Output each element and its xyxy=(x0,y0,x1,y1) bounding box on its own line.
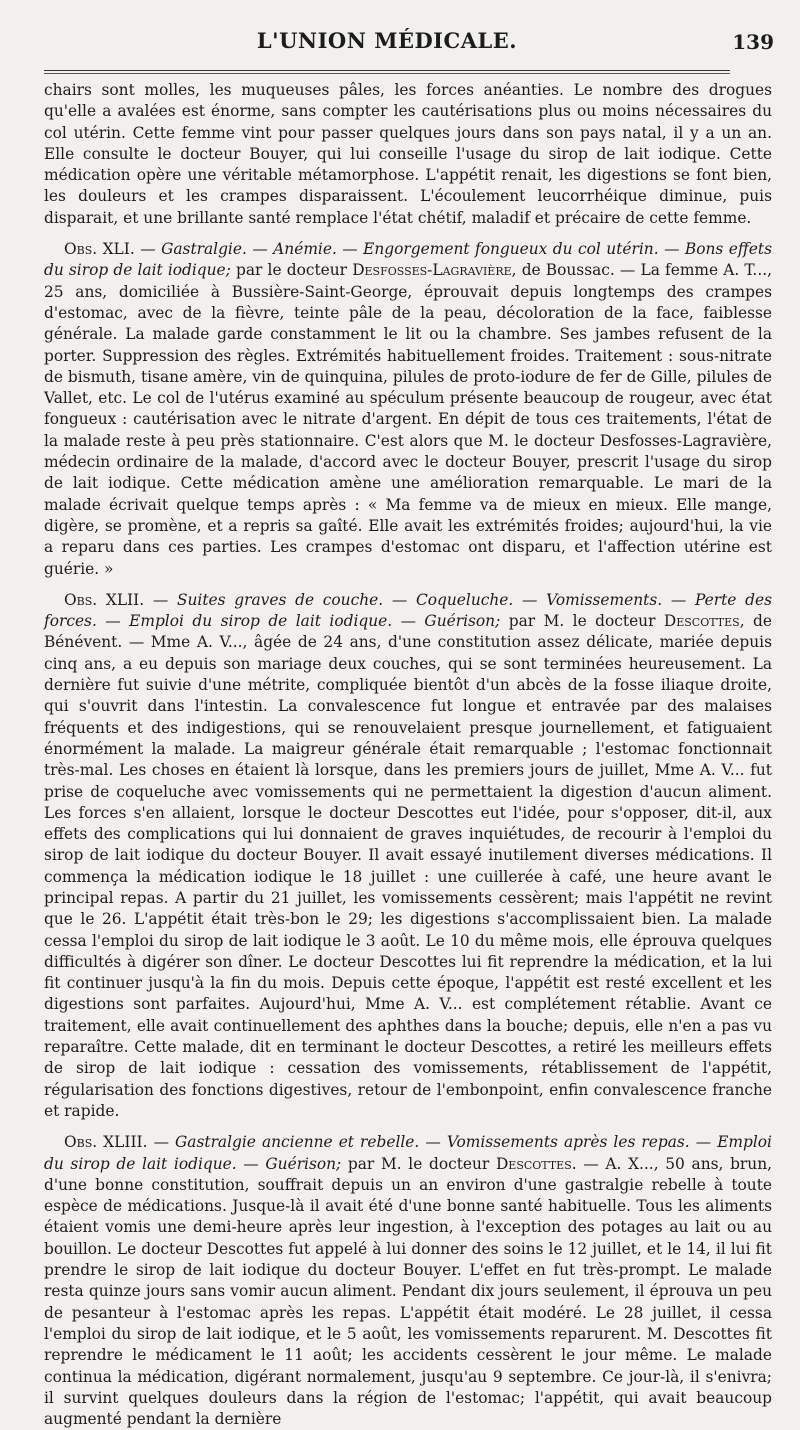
observation-author: Descottes xyxy=(663,612,740,631)
article-body xyxy=(44,80,772,1430)
observation-title: — Suites graves de couche. — Coqueluche. — Vomissements. — Perte des forces. — Emploi du sirop de lait iodique. — Guérison; xyxy=(44,590,772,631)
observation-41 xyxy=(44,239,772,580)
observation-43 xyxy=(44,1132,772,1430)
observation-label: Obs. XLII. xyxy=(64,590,145,609)
observation-text: , de Bénévent. — Mme A. V..., âgée de 24 ans, d'une constitution assez délicate, mariée depuis cinq ans, a eu depuis son mariage deux couches, qui se sont terminées heureusement. La dernière fut suivie d'une métrite, compliquée bientôt d'un abcès de la fosse iliaque droite, qui s'ouvrit dans l'intestin. La convalescence fut longue et entravée par des malaises fréquents et des indigestions, qui se renouvelaient presque journellement, et fatiguaient énormément la malade. La maigreur générale était remarquable ; l'estomac fonctionnait très-mal. Les choses en étaient là lorsque, dans les premiers jours de juillet, Mme A. V... fut prise de coqueluche avec vomissements qui ne permettaient la digestion d'aucun aliment. Les forces s'en allaient, lorsque le docteur Descottes eut l'idée, pour s'opposer, dit-il, aux effets des complications qui lui donnaient de graves inquiétudes, de recourir à l'emploi du sirop de lait iodique du docteur Bouyer. Il avait essayé inutilement diverses médications. Il commença la médication iodique le 18 juillet : une cuillerée à café, une heure avant le principal repas. A partir du 21 juillet, les vomissements cessèrent; mais l'appétit ne revint que le 26. L'appétit était très-bon le 29; les digestions s'accomplissaient bien. La malade cessa l'emploi du sirop de lait iodique le 3 août. Le 10 du même mois, elle éprouva quelques difficultés à digérer son dîner. Le docteur Descottes lui fit reprendre la médication, et la lui fit continuer jusqu'à la fin du mois. Depuis cette époque, l'appétit est resté excellent et les digestions sont parfaites. Aujourd'hui, Mme A. V... est complétement rétablie. Avant ce traitement, elle avait continuellement des aphthes dans la bouche; depuis, elle n'en a pas vu reparaître. Cette malade, dit en terminant le docteur Descottes, a retiré les meilleurs effets de sirop de lait iodique : cessation des vomissements, rétablissement de l'appétit, régularisation des fonctions digestives, retour de l'embonpoint, enfin convalescence franche et rapide. xyxy=(44,612,773,1120)
observation-label: Obs. XLIII. xyxy=(64,1133,148,1152)
observation-text: . — A. X..., 50 ans, brun, d'une bonne constitution, souffrait depuis un an environ d'une gastralgie rebelle à toute espèce de médications. Jusque-là il avait été d'une bonne santé habituelle. Tous les aliments étaient vomis une demi-heure après leur ingestion, à l'exception des potages au lait ou au bouillon. Le docteur Descottes fut appelé à lui donner des soins le 12 juillet, et le 14, il lui fit prendre le sirop de lait iodique du docteur Bouyer. L'effet en fut très-prompt. Le malade resta quinze jours sans vomir aucun aliment. Pendant dix jours seulement, il éprouva un peu de pesanteur à l'estomac après les repas. L'appétit était modéré. Le 28 juillet, il cessa l'emploi du sirop de lait iodique, et le 5 août, les vomissements reparurent. M. Descottes fit reprendre le médicament le 11 août; les accidents cessèrent le jour même. Le malade continua la médication, digérant normalement, jusqu'au 9 septembre. Ce jour-là, il s'enivra; il survint quelques douleurs dans la région de l'estomac; l'appétit, qui avait beaucoup augmenté pendant la dernière xyxy=(44,1154,772,1429)
observation-author: Desfosses-Lagravière xyxy=(352,261,512,280)
header-rule xyxy=(44,70,730,74)
observation-title: — Gastralgie ancienne et rebelle. — Vomissements après les repas. — Emploi du sirop de lait iodique. — Guérison; xyxy=(44,1133,772,1173)
intro-paragraph: chairs sont molles, les muqueuses pâles, les forces anéanties. Le nombre des drogues qu'elle a avalées est énorme, sans compter les cautérisations plus ou moins nécessaires du col utérin. Cette femme vint pour passer quelques jours dans son pays natal, il y a un an. Elle consulte le docteur Bouyer, qui lui conseille l'usage du sirop de lait iodique. Cette médication opère une véritable métamorphose. L'appétit renait, les digestions se font bien, les douleurs et les crampes disparaissent. L'écoulement leucorrhéique diminue, puis disparait, et une brillante santé remplace l'état chétif, maladif et précaire de cette femme. xyxy=(44,81,772,227)
observation-42 xyxy=(44,590,772,1122)
journal-title: L'UNION MÉDICALE. xyxy=(256,28,518,53)
page-header xyxy=(44,22,774,62)
observation-by: par M. le docteur xyxy=(341,1154,496,1173)
observation-by: par M. le docteur xyxy=(500,612,664,631)
page-number: 139 xyxy=(732,30,774,54)
observation-text: , de Boussac. — La femme A. T..., 25 ans, domiciliée à Bussière-Saint-George, éprouvait depuis longtemps des crampes d'estomac, avec de la fièvre, teinte pâle de la peau, décoloration de la face, faiblesse générale. La malade garde constamment le lit ou la chambre. Ses jambes refusent de la porter. Suppression des règles. Extrémités habituellement froides. Traitement : sous-nitrate de bismuth, tisane amère, vin de quinquina, pilules de proto-iodure de fer de Gille, pilules de Vallet, etc. Le col de l'utérus examiné au spéculum présente beaucoup de rougeur, avec état fongueux : cautérisation avec le nitrate d'argent. En dépit de tous ces traitements, l'état de la malade reste à peu près stationnaire. C'est alors que M. le docteur Desfosses-Lagravière, médecin ordinaire de la malade, d'accord avec le docteur Bouyer, prescrit l'usage du sirop de lait iodique. Cette médication amène une amélioration remarquable. Le mari de la malade écrivait quelque temps après : « Ma femme va de mieux en mieux. Elle mange, digère, se promène, et a repris sa gaîté. Elle avait les extrémités froides; aujourd'hui, la vie a reparu dans ces parties. Les crampes d'estomac ont disparu, et l'affection utérine est guérie. » xyxy=(44,261,772,578)
observation-title: — Gastralgie. — Anémie. — Engorgement fongueux du col utérin. — Bons effets du sirop de lait iodique; xyxy=(44,240,772,280)
observation-author: Descottes xyxy=(495,1154,572,1173)
observation-label: Obs. XLI. xyxy=(64,240,135,259)
observation-by: par le docteur xyxy=(230,261,353,280)
